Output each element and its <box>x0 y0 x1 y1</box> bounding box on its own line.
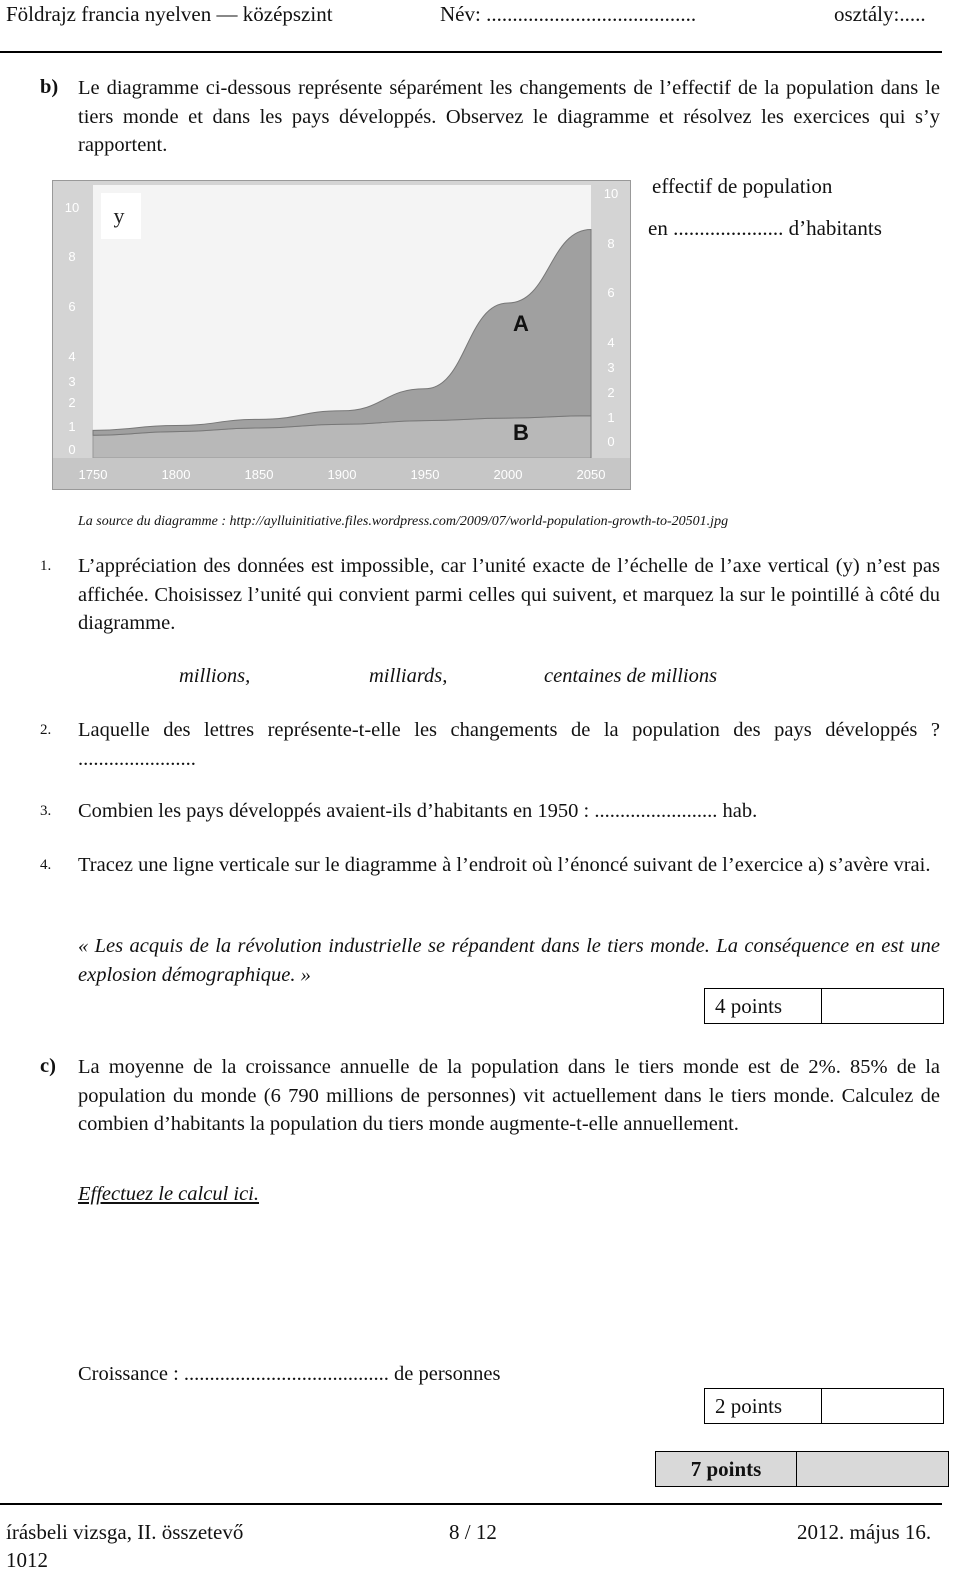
y-right-tick-label: 10 <box>603 186 619 201</box>
q2-text: Laquelle des lettres représente-t-elle les changements de la population des pays développés ? ....................... <box>78 719 940 770</box>
series-b-label: B <box>513 420 529 445</box>
y-left-tick-label: 6 <box>68 299 76 314</box>
footer-code: 1012 <box>6 1548 48 1572</box>
y-left-tick-label: 2 <box>68 395 76 410</box>
total-points-box <box>655 1451 949 1487</box>
growth-answer: Croissance : ........................................ de personnes <box>78 1363 501 1385</box>
section-b-intro: Le diagramme ci-dessous représente séparément les changements de l’effectif de la population dans le tiers monde et dans les pays développés. Observez le diagramme et résolvez les exercices qui s’y rapportent. <box>78 77 940 156</box>
y-axis-label: y <box>113 203 125 228</box>
option-milliards: milliards, <box>369 665 448 687</box>
axis-unit-title: effectif de population <box>652 174 833 198</box>
footer-date: 2012. május 16. <box>797 1520 932 1544</box>
y-left-tick-label: 1 <box>68 419 76 434</box>
y-right-tick-label: 4 <box>607 335 615 350</box>
total-points-score[interactable] <box>797 1452 948 1486</box>
axis-unit-blank: en ..................... d’habitants <box>648 216 882 240</box>
population-chart-svg <box>53 181 630 489</box>
q4-quote: « Les acquis de la révolution industrielle se répandent dans le tiers monde. La conséquence en est une explosion démographique. » <box>78 935 940 986</box>
q1-text: L’appréciation des données est impossible, car l’unité exacte de l’échelle de l’axe vertical (y) n’est pas affichée. Choisissez l’unité qui convient parmi celles qui suivent, et marquez la sur le pointillé à côté du diagramme. <box>78 555 940 634</box>
option-millions: millions, <box>179 665 251 687</box>
section-b-label: b) <box>40 76 59 98</box>
y-right-tick-label: 0 <box>607 434 615 449</box>
y-right-tick-label: 6 <box>607 285 615 300</box>
section-c-text: La moyenne de la croissance annuelle de la population dans le tiers monde est de 2%. 85% de la population du monde (6 790 millions de personnes) vit actuellement dans le tiers monde. Calculez de combien d’habitants la population du tiers monde augmente-t-elle annuellement. <box>78 1056 940 1135</box>
y-right-tick-label: 2 <box>607 385 615 400</box>
q3-text: Combien les pays développés avaient-ils d’habitants en 1950 : ........................ hab. <box>78 800 758 822</box>
header-class-field: osztály:..... <box>834 2 926 26</box>
x-tick-label: 1800 <box>161 467 191 482</box>
header-rule <box>0 51 942 53</box>
y-left-tick-label: 8 <box>68 249 76 264</box>
x-tick-label: 1750 <box>78 467 108 482</box>
chart-source: La source du diagramme : http://aylluinitiative.files.wordpress.com/2009/07/world-population-growth-to-20501.jpg <box>78 514 729 529</box>
y-left-tick-label: 3 <box>68 374 76 389</box>
section-c-label: c) <box>40 1055 56 1077</box>
points-label-b: 4 points <box>705 989 822 1023</box>
q4-text: Tracez une ligne verticale sur le diagramme à l’endroit où l’énoncé suivant de l’exercice a) s’avère vrai. <box>78 854 931 876</box>
option-centaines: centaines de millions <box>544 665 718 687</box>
y-left-tick-label: 4 <box>68 349 76 364</box>
points-score-c[interactable] <box>822 1389 943 1423</box>
points-score-b[interactable] <box>822 989 943 1023</box>
footer-rule <box>0 1503 942 1505</box>
y-left-tick-label: 10 <box>64 200 80 215</box>
total-points-label: 7 points <box>656 1452 797 1486</box>
q4-number: 4. <box>40 857 52 873</box>
header-name-field: Név: ........................................ <box>440 2 697 26</box>
footer-page: 8 / 12 <box>449 1520 497 1544</box>
x-tick-label: 1850 <box>244 467 274 482</box>
y-left-tick-label: 0 <box>68 442 76 457</box>
footer-exam: írásbeli vizsga, II. összetevő <box>6 1520 244 1544</box>
y-right-tick-label: 3 <box>607 360 615 375</box>
population-chart <box>52 180 631 490</box>
x-tick-label: 2000 <box>493 467 523 482</box>
x-tick-label: 2050 <box>576 467 606 482</box>
series-a-label: A <box>513 311 529 336</box>
q2-number: 2. <box>40 722 52 738</box>
points-label-c: 2 points <box>705 1389 822 1423</box>
y-right-tick-label: 8 <box>607 236 615 251</box>
y-right-tick-label: 1 <box>607 410 615 425</box>
q3-number: 3. <box>40 803 52 819</box>
header-subject: Földrajz francia nyelven — középszint <box>6 2 333 26</box>
calc-instruction: Effectuez le calcul ici. <box>78 1183 260 1205</box>
x-tick-label: 1950 <box>410 467 440 482</box>
q1-number: 1. <box>40 558 52 574</box>
x-tick-label: 1900 <box>327 467 357 482</box>
points-box-c <box>704 1388 944 1424</box>
points-box-b <box>704 988 944 1024</box>
